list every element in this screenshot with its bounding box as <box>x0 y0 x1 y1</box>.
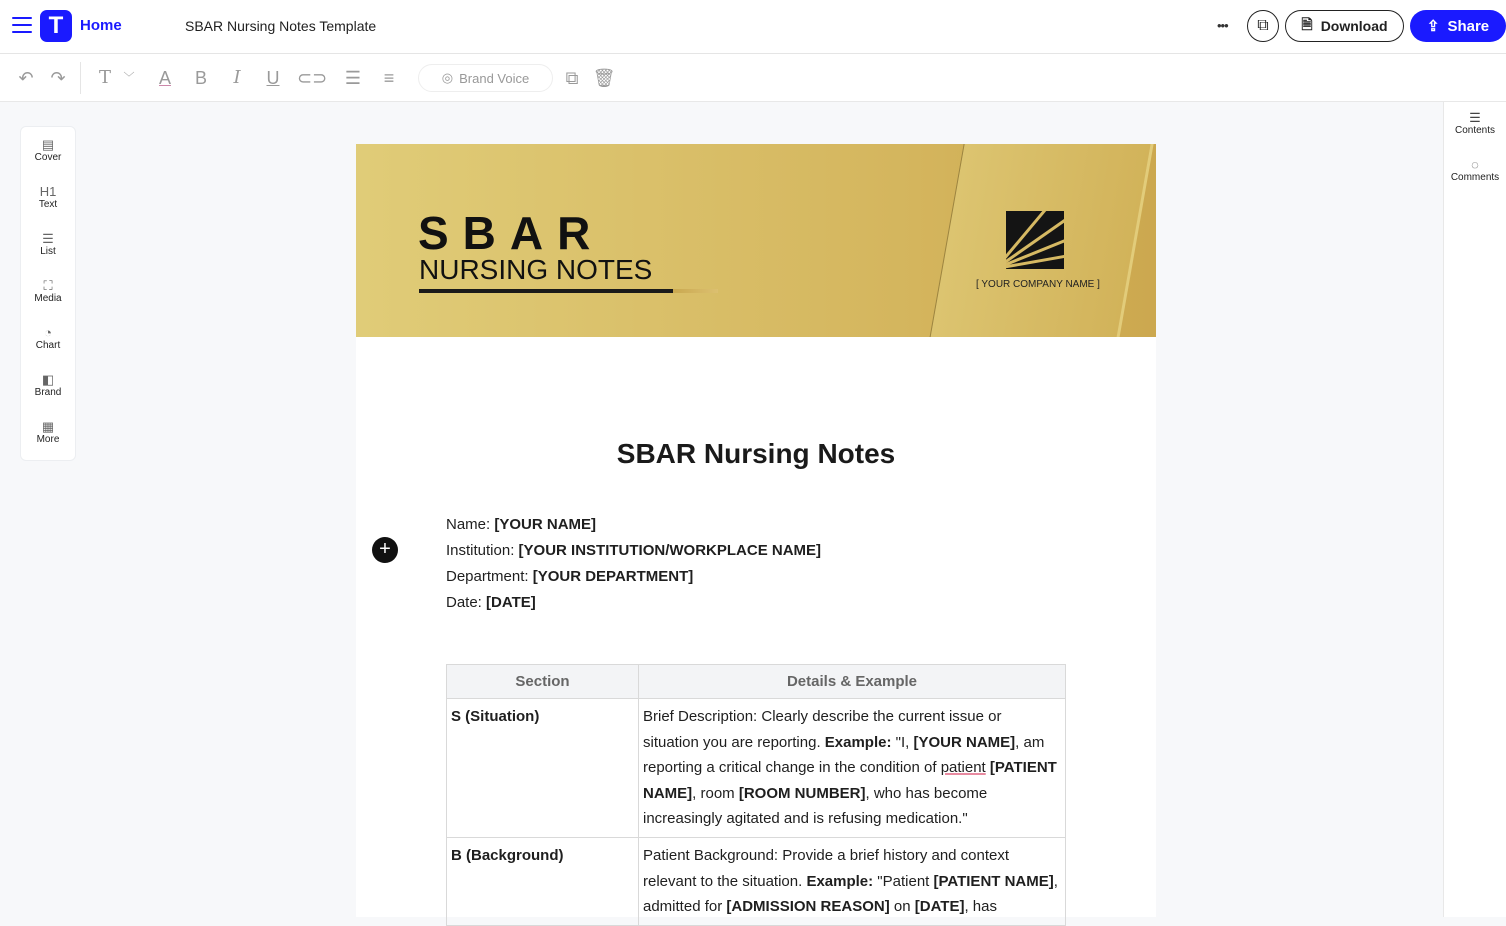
info-line <box>446 538 821 564</box>
cover-banner[interactable] <box>356 144 1156 337</box>
spellcheck-word: patient <box>940 759 986 777</box>
format-toolbar <box>0 54 1506 102</box>
align-icon[interactable]: ≡ <box>383 68 395 88</box>
menu-icon[interactable] <box>12 17 32 33</box>
upload-icon: ⇪ <box>1426 18 1440 35</box>
company-name: [ YOUR COMPANY NAME ] <box>976 279 1100 290</box>
details-text: , has <box>964 898 997 916</box>
brand-voice-button[interactable] <box>418 64 553 92</box>
section-cell[interactable]: B (Background) <box>447 837 639 925</box>
info-value: [YOUR NAME] <box>494 516 597 533</box>
heading-icon: H1 <box>39 184 57 199</box>
details-text: , who has become increasingly agitated and is refusing medication." <box>643 784 988 828</box>
more-options-icon[interactable]: ••• <box>1217 18 1228 33</box>
sidebar-item-label: List <box>40 246 56 257</box>
contents-icon: ☰ <box>1469 110 1481 125</box>
document-page <box>356 144 1156 917</box>
info-label: Name: <box>446 516 495 533</box>
info-label: Institution: <box>446 542 519 559</box>
header-details: Details & Example <box>639 665 1066 699</box>
chart-icon: ◔ <box>44 325 52 340</box>
duplicate-button[interactable] <box>1247 10 1279 42</box>
top-bar <box>0 0 1506 54</box>
info-value: [YOUR INSTITUTION/WORKPLACE NAME] <box>518 542 822 559</box>
details-text: "I, <box>891 733 914 751</box>
info-block[interactable] <box>446 512 821 616</box>
table-row <box>447 837 1066 925</box>
banner-title: SBAR <box>418 207 605 259</box>
chevron-down-icon[interactable]: ﹀ <box>123 72 135 84</box>
sidebar-item-label: Brand <box>34 387 62 398</box>
details-text: , room <box>692 784 739 802</box>
bold-icon[interactable]: B <box>194 68 207 88</box>
info-label: Date: <box>446 594 487 611</box>
company-logo-icon <box>1006 211 1064 269</box>
list-icon: ☰ <box>42 231 54 246</box>
sidebar-item-more[interactable] <box>21 409 75 456</box>
placeholder-text: [ADMISSION REASON] <box>726 898 890 916</box>
cover-icon: ▤ <box>41 137 55 152</box>
info-value: [YOUR DEPARTMENT] <box>532 568 694 585</box>
details-cell[interactable] <box>639 699 1066 838</box>
home-link[interactable]: Home <box>80 17 122 34</box>
sidebar-item-label: Chart <box>35 340 61 351</box>
panel-comments[interactable] <box>1444 149 1506 196</box>
divider <box>80 62 81 94</box>
link-icon[interactable]: ⊂⊃ <box>297 68 328 88</box>
table-row <box>447 699 1066 838</box>
trash-icon[interactable]: 🗑 <box>592 68 616 88</box>
placeholder-text: [ROOM NUMBER] <box>738 784 866 802</box>
document-heading[interactable]: SBAR Nursing Notes <box>616 438 896 469</box>
sidebar-item-list[interactable] <box>21 221 75 268</box>
redo-icon[interactable]: ↷ <box>50 68 66 88</box>
underline-icon[interactable]: U <box>266 68 280 88</box>
grid-icon: ▦ <box>41 419 55 434</box>
brand-voice-label: Brand Voice <box>459 70 530 86</box>
placeholder-text: [DATE] <box>914 898 965 916</box>
panel-label: Comments <box>1450 172 1500 183</box>
sidebar-item-brand[interactable] <box>21 362 75 409</box>
sidebar-item-cover[interactable] <box>21 127 75 174</box>
brand-voice-icon: ◎ <box>441 70 454 85</box>
brand-icon: ◧ <box>41 372 55 387</box>
sidebar-item-media[interactable] <box>21 268 75 315</box>
placeholder-text: Example: <box>806 872 874 890</box>
placeholder-text: [PATIENT NAME] <box>933 872 1054 890</box>
details-text: on <box>889 898 915 916</box>
info-line <box>446 512 821 538</box>
bullet-list-icon[interactable]: ☰ <box>344 68 362 88</box>
sbar-table[interactable] <box>446 664 1066 926</box>
details-text: Brief Description: Clearly describe the current issue or situation you are reporting. <box>643 708 1002 751</box>
panel-label: Contents <box>1454 125 1496 136</box>
sidebar-item-label: Media <box>34 293 62 304</box>
sidebar-item-label: Cover <box>34 152 62 163</box>
banner-underline-fade <box>673 289 718 293</box>
app-logo[interactable]: T <box>40 10 72 42</box>
right-sidebar <box>1443 102 1506 917</box>
panel-contents[interactable] <box>1444 102 1506 149</box>
section-cell[interactable]: S (Situation) <box>447 699 639 838</box>
file-download-icon: 🗎 <box>1301 16 1313 32</box>
share-button[interactable] <box>1410 10 1506 42</box>
details-text: , admitted for <box>643 872 1058 916</box>
banner-subtitle: NURSING NOTES <box>419 254 653 285</box>
info-line <box>446 590 821 616</box>
sidebar-item-label: Text <box>38 199 58 210</box>
italic-icon[interactable]: I <box>233 67 241 88</box>
document-title[interactable]: SBAR Nursing Notes Template <box>185 18 377 34</box>
sidebar-item-text[interactable] <box>21 174 75 221</box>
share-label: Share <box>1447 17 1490 35</box>
sidebar-item-label: More <box>36 434 60 445</box>
details-text: , am reporting a critical change in the condition of <box>643 733 1045 777</box>
copy-icon: ⧉ <box>1257 17 1269 34</box>
details-cell[interactable] <box>639 837 1066 925</box>
info-label: Department: <box>446 568 533 585</box>
header-section: Section <box>447 665 639 699</box>
add-block-button[interactable]: + <box>372 537 398 563</box>
placeholder-text: Example: <box>824 733 892 751</box>
details-text: "Patient <box>873 872 934 890</box>
info-value: [DATE] <box>486 594 536 611</box>
placeholder-text: [YOUR NAME] <box>913 733 1016 751</box>
info-line <box>446 564 821 590</box>
text-color-icon[interactable]: A <box>158 68 171 88</box>
sidebar-item-chart[interactable] <box>21 315 75 362</box>
banner-underline <box>419 289 673 293</box>
placeholder-text: [PATIENT NAME] <box>643 759 1057 802</box>
download-button[interactable] <box>1285 10 1404 42</box>
duplicate-block-icon[interactable]: ⧉ <box>565 68 579 88</box>
text-style-icon[interactable]: T <box>98 67 111 88</box>
comments-icon: ◌ <box>1471 157 1479 172</box>
left-insert-sidebar <box>20 126 76 461</box>
download-label: Download <box>1320 18 1388 34</box>
undo-icon[interactable]: ↶ <box>18 68 34 88</box>
details-text: Patient Background: Provide a brief history and context relevant to the situation. <box>643 846 1010 890</box>
media-icon: ⛶ <box>43 278 53 293</box>
